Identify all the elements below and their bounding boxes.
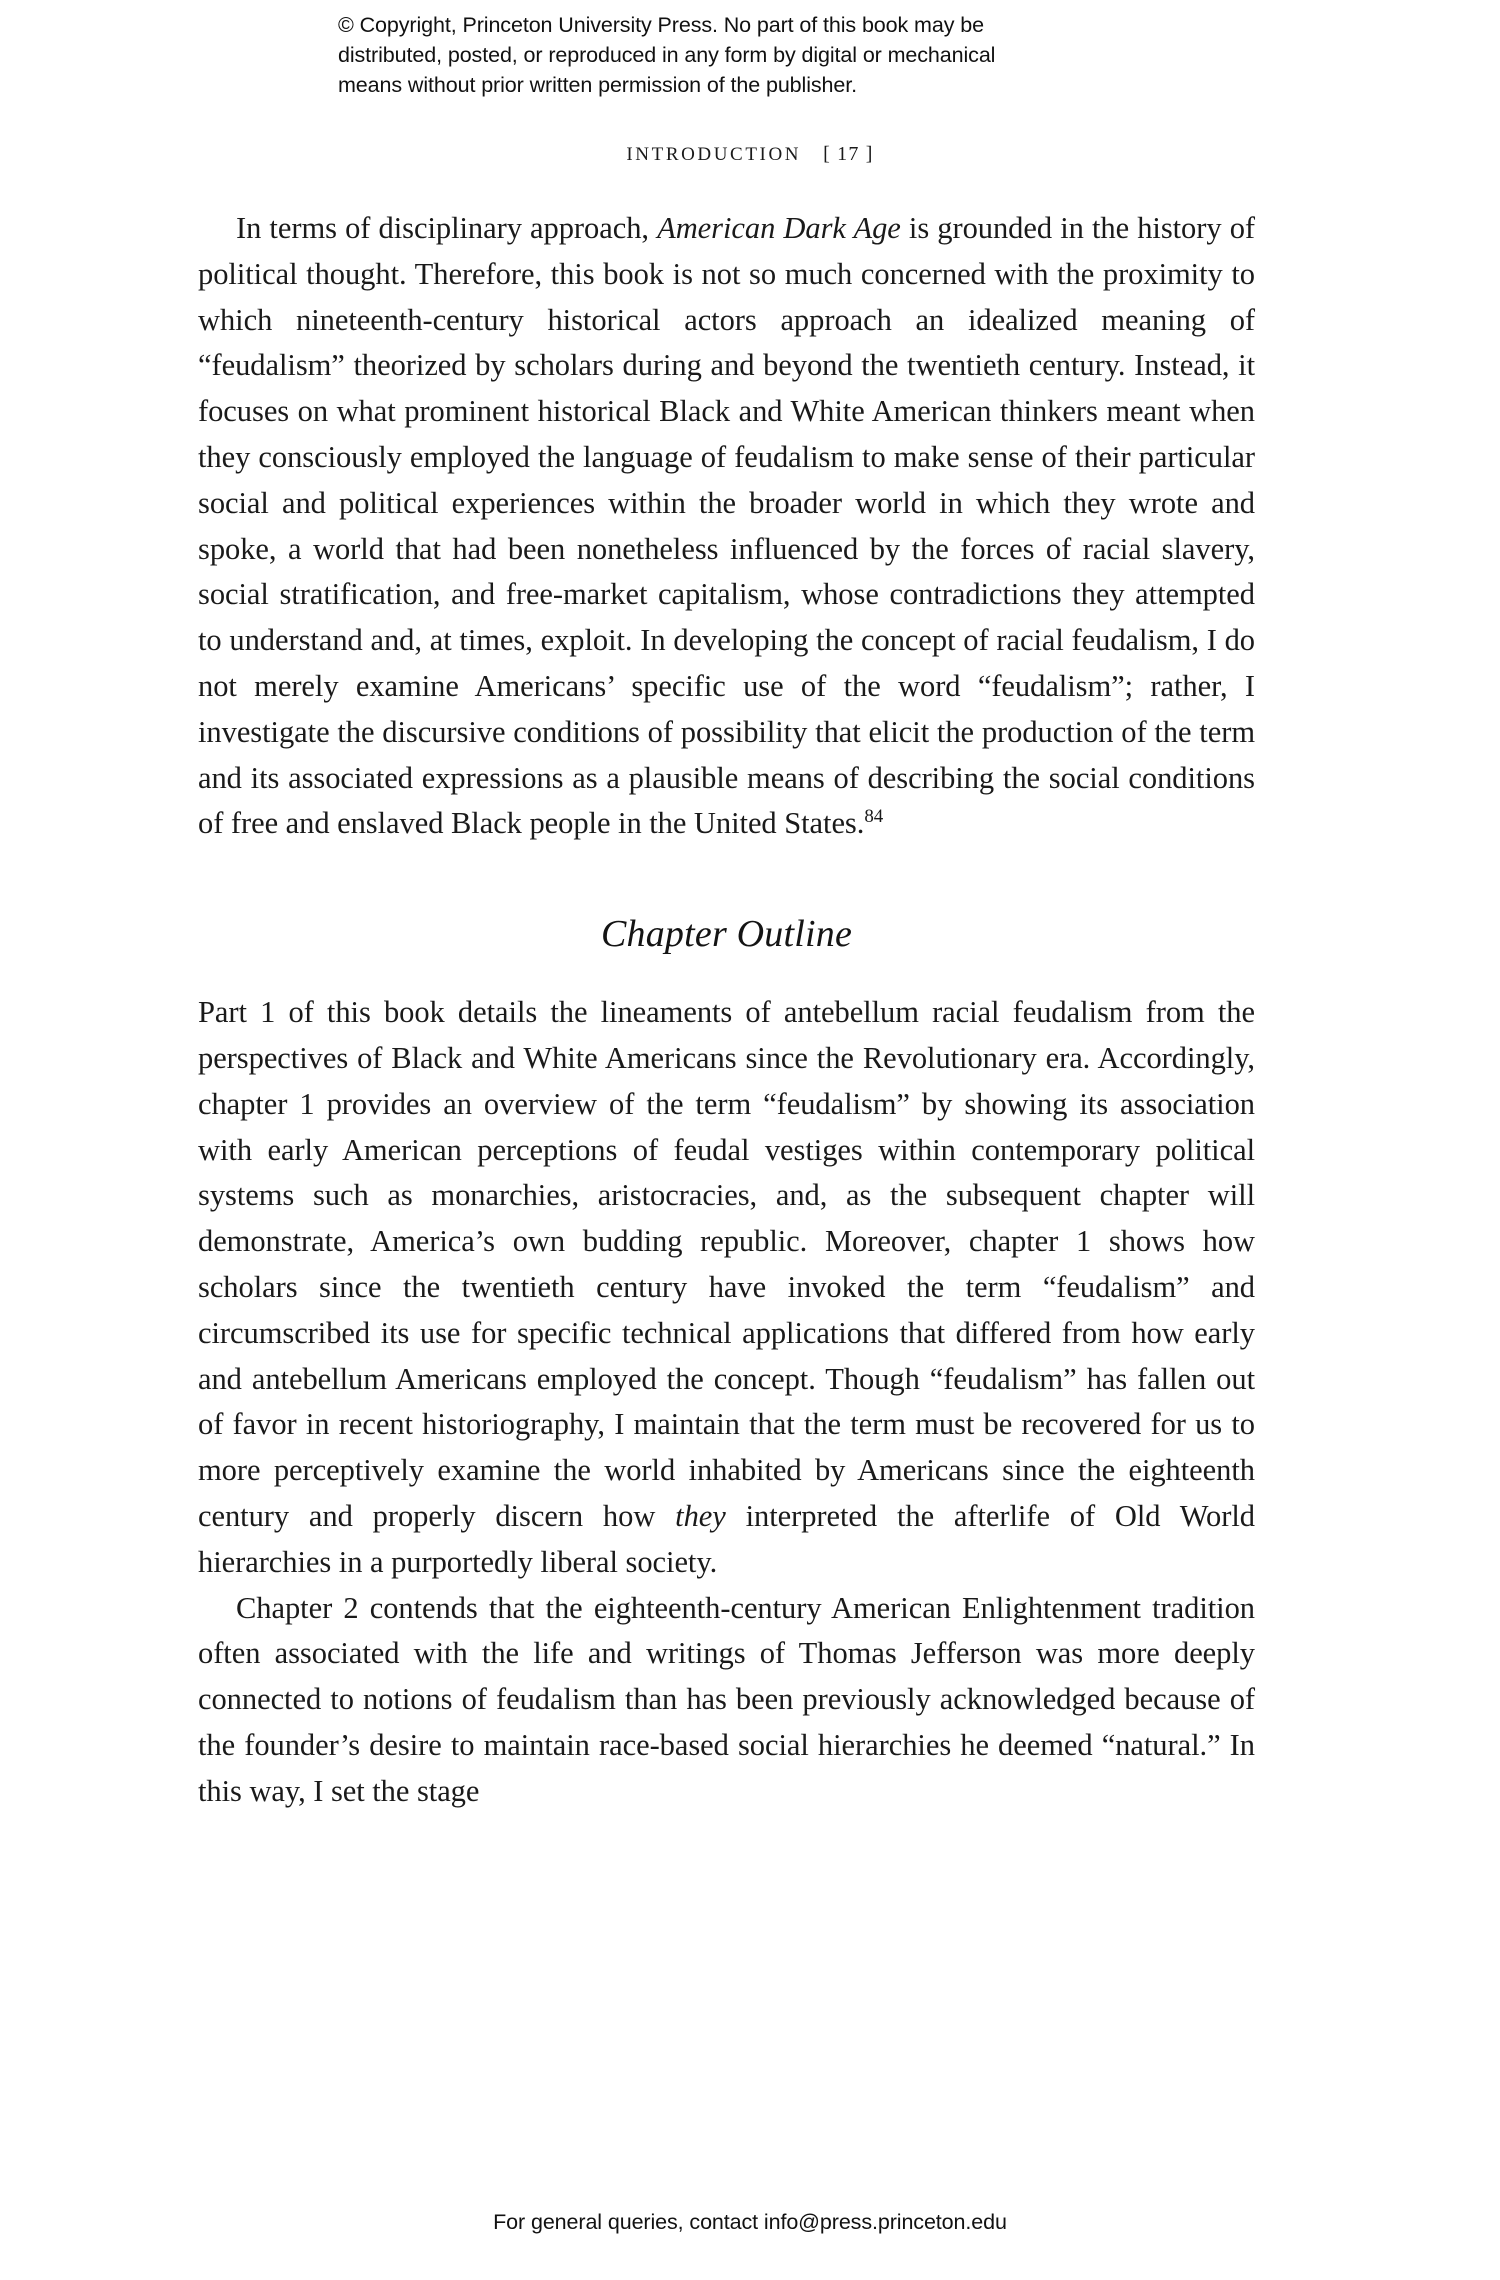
copyright-line-3: means without prior written permission of the publisher. <box>338 73 858 97</box>
copyright-line-2: distributed, posted, or reproduced in any form by digital or mechanical <box>338 43 996 67</box>
section-heading-chapter-outline: Chapter Outline <box>600 913 853 956</box>
page-folio: [ 17 ] <box>823 143 874 165</box>
book-title-italic: American Dark Age <box>657 211 901 245</box>
emphasis-they: they <box>675 1498 726 1533</box>
footer-queries-note: For general queries, contact info@press.princeton.edu <box>493 2210 1007 2234</box>
copyright-line-1: © Copyright, Princeton University Press. No part of this book may be <box>338 13 984 37</box>
running-head <box>0 143 1500 166</box>
para2-run2: interpreted the afterlife of Old World hierarchies in a purportedly liberal society. <box>198 1498 1255 1579</box>
paragraph-intro-approach <box>198 206 1255 847</box>
paragraph-chapter-two <box>198 1586 1255 1815</box>
para3-run1: Chapter 2 contends that the eighteenth-century American Enlightenment tradition often associated with the life and writings of Thomas Jefferson was more deeply connected to notions of feudalism than has been previously acknowledged because of the founder’s desire to maintain race-based social hierarchies he deemed “natural.” In this way, I set the stage <box>198 1590 1255 1808</box>
para1-run1: In terms of disciplinary approach, <box>236 211 658 245</box>
footnote-marker-84: 84 <box>864 806 884 828</box>
paragraph-part-one-overview <box>198 990 1255 1585</box>
para2-run1: Part 1 of this book details the lineaments of antebellum racial feudalism from the perspectives of Black and White Americans since the Revolutionary era. Accordingly, chapter 1 provides an overview of the term “feudalism” by showing its association with early American perceptions of feudal vestiges within contemporary political systems such as monarchies, aristocracies, and, as the subsequent chapter will demonstrate, America’s own budding republic. Moreover, chapter 1 shows how scholars since the twentieth century have invoked the term “feudalism” and circumscribed its use for specific technical applications that differed from how early and antebellum Americans employed the concept. Though “feudalism” has fallen out of favor in recent historiography, I maintain that the term must be recovered for us to more perceptively examine the world inhabited by Americans since the eighteenth century and properly discern how <box>198 995 1255 1533</box>
running-head-title: INTRODUCTION <box>626 144 802 165</box>
text-block <box>198 206 1255 1815</box>
para1-run2: is grounded in the history of political thought. Therefore, this book is not so much concerned with the proximity to which nineteenth-century historical actors approach an idealized meaning of “feudalism” theorized by scholars during and beyond the twentieth century. Instead, it focuses on what prominent historical Black and White American thinkers meant when they consciously employed the language of feudalism to make sense of their particular social and political experiences within the broader world in which they wrote and spoke, a world that had been nonetheless influenced by the forces of racial slavery, social stratification, and free-market capitalism, whose contradictions they attempted to understand and, at times, exploit. In developing the concept of racial feudalism, I do not merely examine Americans’ specific use of the word “feudalism”; rather, I investigate the discursive conditions of possibility that elicit the production of the term and its associated expressions as a plausible means of describing the social conditions of free and enslaved Black people in the United States. <box>198 211 1256 841</box>
copyright-notice <box>338 10 1198 100</box>
